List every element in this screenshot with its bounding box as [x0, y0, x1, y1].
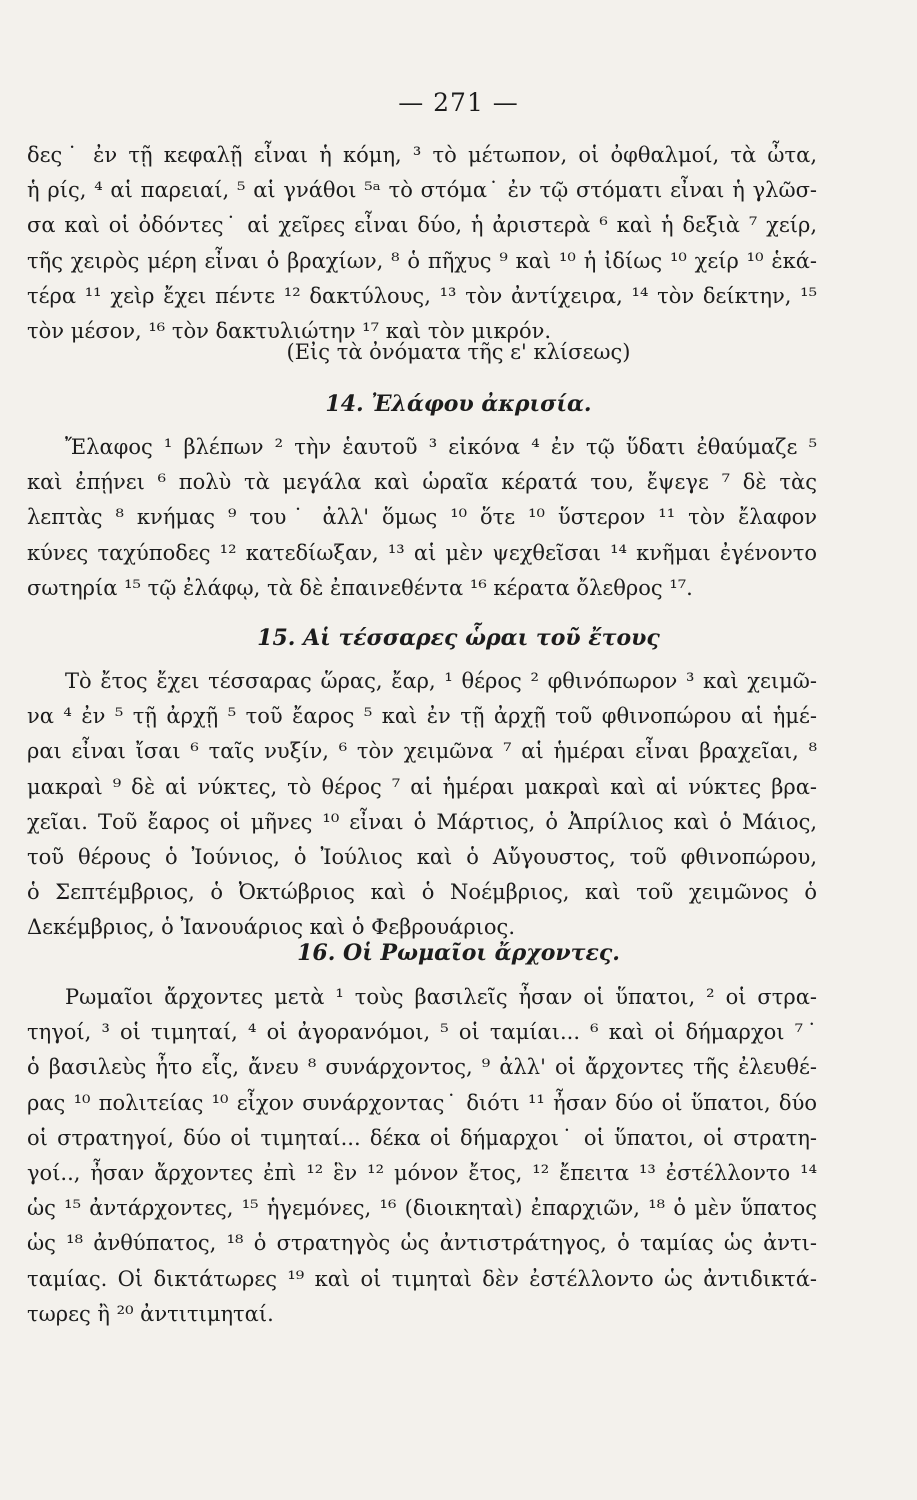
text-line: τωρες ἢ ²⁰ ἀντιτιμηταί.: [27, 1301, 274, 1326]
text-line: Δεκέμβριος, ὁ Ἰανουάριος καὶ ὁ Φεβρουάριος.: [27, 915, 515, 940]
text-line: ὡς ¹⁵ ἀντάρχοντες, ¹⁵ ἡγεμόνες, ¹⁶ (διοικηταὶ) ἐπαρχιῶν, ¹⁸ ὁ μὲν ὕπατος: [27, 1196, 817, 1221]
text-line: λεπτὰς ⁸ κνήμας ⁹ του˙ ἀλλ' ὅμως ¹⁰ ὅτε ¹⁰ ὕστερον ¹¹ τὸν ἔλαφον: [27, 505, 817, 530]
text-line: ὡς ¹⁸ ἀνθύπατος, ¹⁸ ὁ στρατηγὸς ὡς ἀντιστράτηγος, ὁ ταμίας ὡς ἀντι-: [27, 1231, 817, 1256]
text-line: ὁ Σεπτέμβριος, ὁ Ὀκτώβριος καὶ ὁ Νοέμβριος, καὶ τοῦ χειμῶνος ὁ: [27, 880, 817, 905]
page-number: — 271 —: [398, 88, 519, 117]
text-line: τηγοί, ³ οἱ τιμηταί, ⁴ οἱ ἀγορανόμοι, ⁵ οἱ ταμίαι... ⁶ καὶ οἱ δήμαρχοι ⁷˙: [27, 1020, 817, 1045]
section-16-title: 16. Οἱ Ρωμαῖοι ἄρχοντες.: [297, 940, 620, 966]
section-13-body: [27, 138, 817, 349]
text-line: μακραὶ ⁹ δὲ αἱ νύκτες, τὸ θέρος ⁷ αἱ ἡμέραι μακραὶ καὶ αἱ νύκτες βρα-: [27, 774, 817, 799]
text-line: τοῦ θέρους ὁ Ἰούνιος, ὁ Ἰούλιος καὶ ὁ Αὔγουστος, τοῦ φθινοπώρου,: [27, 845, 817, 870]
text-line: Τὸ ἔτος ἔχει τέσσαρας ὥρας, ἔαρ, ¹ θέρος ² φθινόπωρον ³ καὶ χειμῶ-: [65, 669, 817, 693]
declension-note: (Εἰς τὰ ὀνόματα τῆς ε' κλίσεως): [286, 340, 631, 364]
text-line: δες˙ ἐν τῇ κεφαλῇ εἶναι ἡ κόμη, ³ τὸ μέτωπον, οἱ ὀφθαλμοί, τὰ ὦτα,: [27, 143, 817, 167]
text-line: χεῖαι. Τοῦ ἔαρος οἱ μῆνες ¹⁰ εἶναι ὁ Μάρτιος, ὁ Ἀπρίλιος καὶ ὁ Μάιος,: [27, 809, 817, 834]
text-line: σωτηρία ¹⁵ τῷ ἐλάφῳ, τὰ δὲ ἐπαινεθέντα ¹⁶ κέρατα ὄλεθρος ¹⁷.: [27, 575, 693, 600]
text-line: ἡ ρίς, ⁴ αἱ παρειαί, ⁵ αἱ γνάθοι ⁵ᵃ τὸ στόμα˙ ἐν τῷ στόματι εἶναι ἡ γλῶσ-: [27, 178, 817, 203]
section-15-title: 15. Αἱ τέσσαρες ὧραι τοῦ ἔτους: [257, 625, 660, 651]
text-line: ραι εἶναι ἴσαι ⁶ ταῖς νυξίν, ⁶ τὸν χειμῶνα ⁷ αἱ ἡμέραι εἶναι βραχεῖαι, ⁸: [27, 739, 817, 764]
section-14-body: [27, 430, 817, 606]
text-line: κύνες ταχύποδες ¹² κατεδίωξαν, ¹³ αἱ μὲν ψεχθεῖσαι ¹⁴ κνῆμαι ἐγένοντο: [27, 540, 817, 565]
text-line: Ρωμαῖοι ἄρχοντες μετὰ ¹ τοὺς βασιλεῖς ἦσαν οἱ ὕπατοι, ² οἱ στρα-: [65, 985, 817, 1009]
text-line: τῆς χειρὸς μέρη εἶναι ὁ βραχίων, ⁸ ὁ πῆχυς ⁹ καὶ ¹⁰ ἡ ἰδίως ¹⁰ χείρ ¹⁰ ἑκά-: [27, 248, 817, 273]
text-line: να ⁴ ἐν ⁵ τῇ ἀρχῇ ⁵ τοῦ ἔαρος ⁵ καὶ ἐν τῇ ἀρχῇ τοῦ φθινοπώρου αἱ ἡμέ-: [27, 704, 817, 729]
text-line: ρας ¹⁰ πολιτείας ¹⁰ εἶχον συνάρχοντας˙ διότι ¹¹ ἦσαν δύο οἱ ὕπατοι, δύο: [27, 1090, 817, 1115]
text-line: ὁ βασιλεὺς ἦτο εἷς, ἄνευ ⁸ συνάρχοντος, ⁹ ἀλλ' οἱ ἄρχοντες τῆς ἐλευθέ-: [27, 1055, 817, 1080]
text-line: ταμίας. Οἱ δικτάτωρες ¹⁹ καὶ οἱ τιμηταὶ δὲν ἐστέλλοντο ὡς ἀντιδικτά-: [27, 1266, 817, 1291]
section-15-body: [27, 664, 817, 946]
section-16-body: [27, 980, 817, 1332]
text-line: σα καὶ οἱ ὀδόντες˙ αἱ χεῖρες εἶναι δύο, ἡ ἀριστερὰ ⁶ καὶ ἡ δεξιὰ ⁷ χείρ,: [27, 213, 817, 238]
section-14-title: 14. Ἐλάφου ἀκρισία.: [325, 391, 592, 417]
text-line: οἱ στρατηγοί, δύο οἱ τιμηταί... δέκα οἱ δήμαρχοι˙ οἱ ὕπατοι, οἱ στρατη-: [27, 1125, 817, 1150]
text-line: Ἔλαφος ¹ βλέπων ² τὴν ἑαυτοῦ ³ εἰκόνα ⁴ ἐν τῷ ὕδατι ἐθαύμαζε ⁵: [65, 435, 817, 459]
text-line: τὸν μέσον, ¹⁶ τὸν δακτυλιώτην ¹⁷ καὶ τὸν μικρόν.: [27, 319, 552, 344]
text-line: γοί.., ἦσαν ἄρχοντες ἐπὶ ¹² ἓν ¹² μόνον ἔτος, ¹² ἔπειτα ¹³ ἐστέλλοντο ¹⁴: [27, 1161, 817, 1186]
text-line: καὶ ἐπῄνει ⁶ πολὺ τὰ μεγάλα καὶ ὡραῖα κέρατά του, ἔψεγε ⁷ δὲ τὰς: [27, 470, 817, 495]
text-line: τέρα ¹¹ χεὶρ ἔχει πέντε ¹² δακτύλους, ¹³ τὸν ἀντίχειρα, ¹⁴ τὸν δείκτην, ¹⁵: [27, 283, 817, 308]
